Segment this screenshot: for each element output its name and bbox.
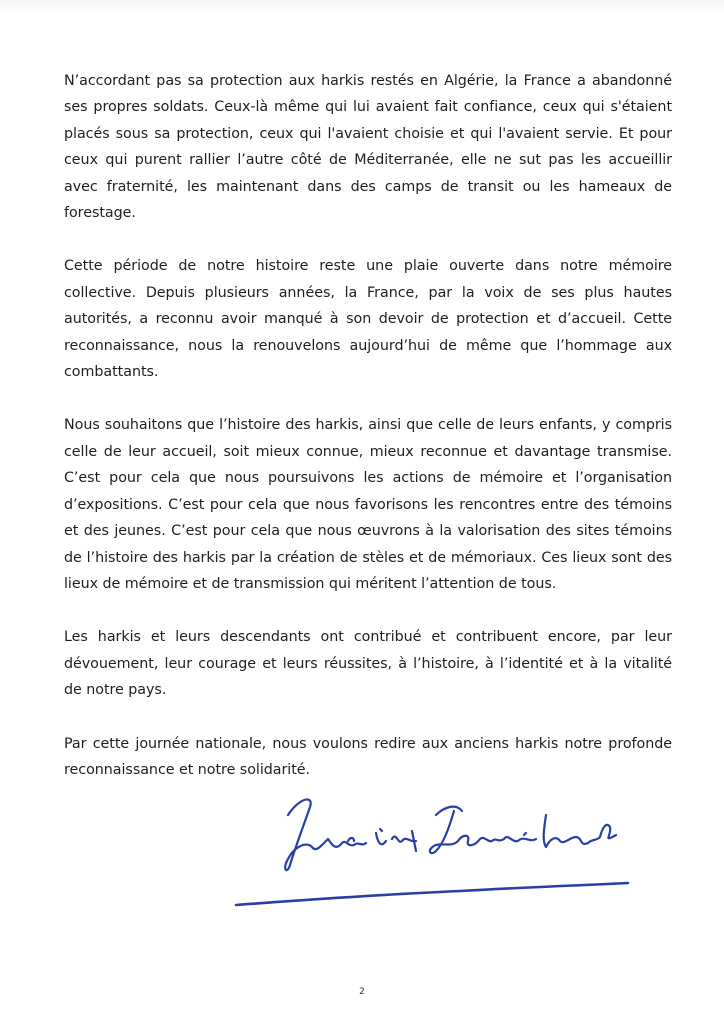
handwritten-signature [230,785,640,915]
paragraph-2: Cette période de notre histoire reste une plaie ouverte dans notre mémoire collective. Depuis plusieurs années, la France, par la voix de ses plus hautes autorités, a reconnu avoir manqué à son devoir de protection et d’accueil. Cette reconnaissance, nous la renouvelons aujourd’hui de même que l’hommage aux combattants. [64,258,672,381]
paragraph-1: N’accordant pas sa protection aux harkis restés en Algérie, la France a abandonné ses propres soldats. Ceux-là même qui lui avaient fait confiance, ceux qui s'étaient placés sous sa protection, ceux qui l'avaient choisie et qui l'avaient servie. Et pour ceux qui purent rallier l’autre côté de Méditerranée, elle ne sut pas les accueillir avec fraternité, les maintenant dans des camps de transit ou les hameaux de forestage. [64,73,672,222]
paragraph-3: Nous souhaitons que l’histoire des harkis, ainsi que celle de leurs enfants, y compris celle de leur accueil, soit mieux connue, mieux reconnue et davantage transmise. C’est pour cela que nous poursuivons les actions de mémoire et l’organisation d’expositions. C’est pour cela que nous favorisons les rencontres entre des témoins et des jeunes. C’est pour cela que nous œuvrons à la valorisation des sites témoins de l’histoire des harkis par la création de stèles et de mémoriaux. Ces lieux sont des lieux de mémoire et de transmission qui méritent l’attention de tous. [64,417,672,592]
letter-body [64,68,672,810]
signature-first-name-stroke [285,799,416,870]
page-number: 2 [359,987,365,997]
paragraph-4: Les harkis et leurs descendants ont contribué et contribuent encore, par leur dévouement, leur courage et leurs réussites, à l’histoire, à l’identité et à la vitalité de notre pays. [64,629,672,699]
paragraph-5: Par cette journée nationale, nous voulons redire aux anciens harkis notre profonde reconnaissance et notre solidarité. [64,735,672,778]
signature-last-name-stroke [430,807,616,854]
page-top-edge [0,0,724,14]
signature-underline-stroke [236,883,628,905]
